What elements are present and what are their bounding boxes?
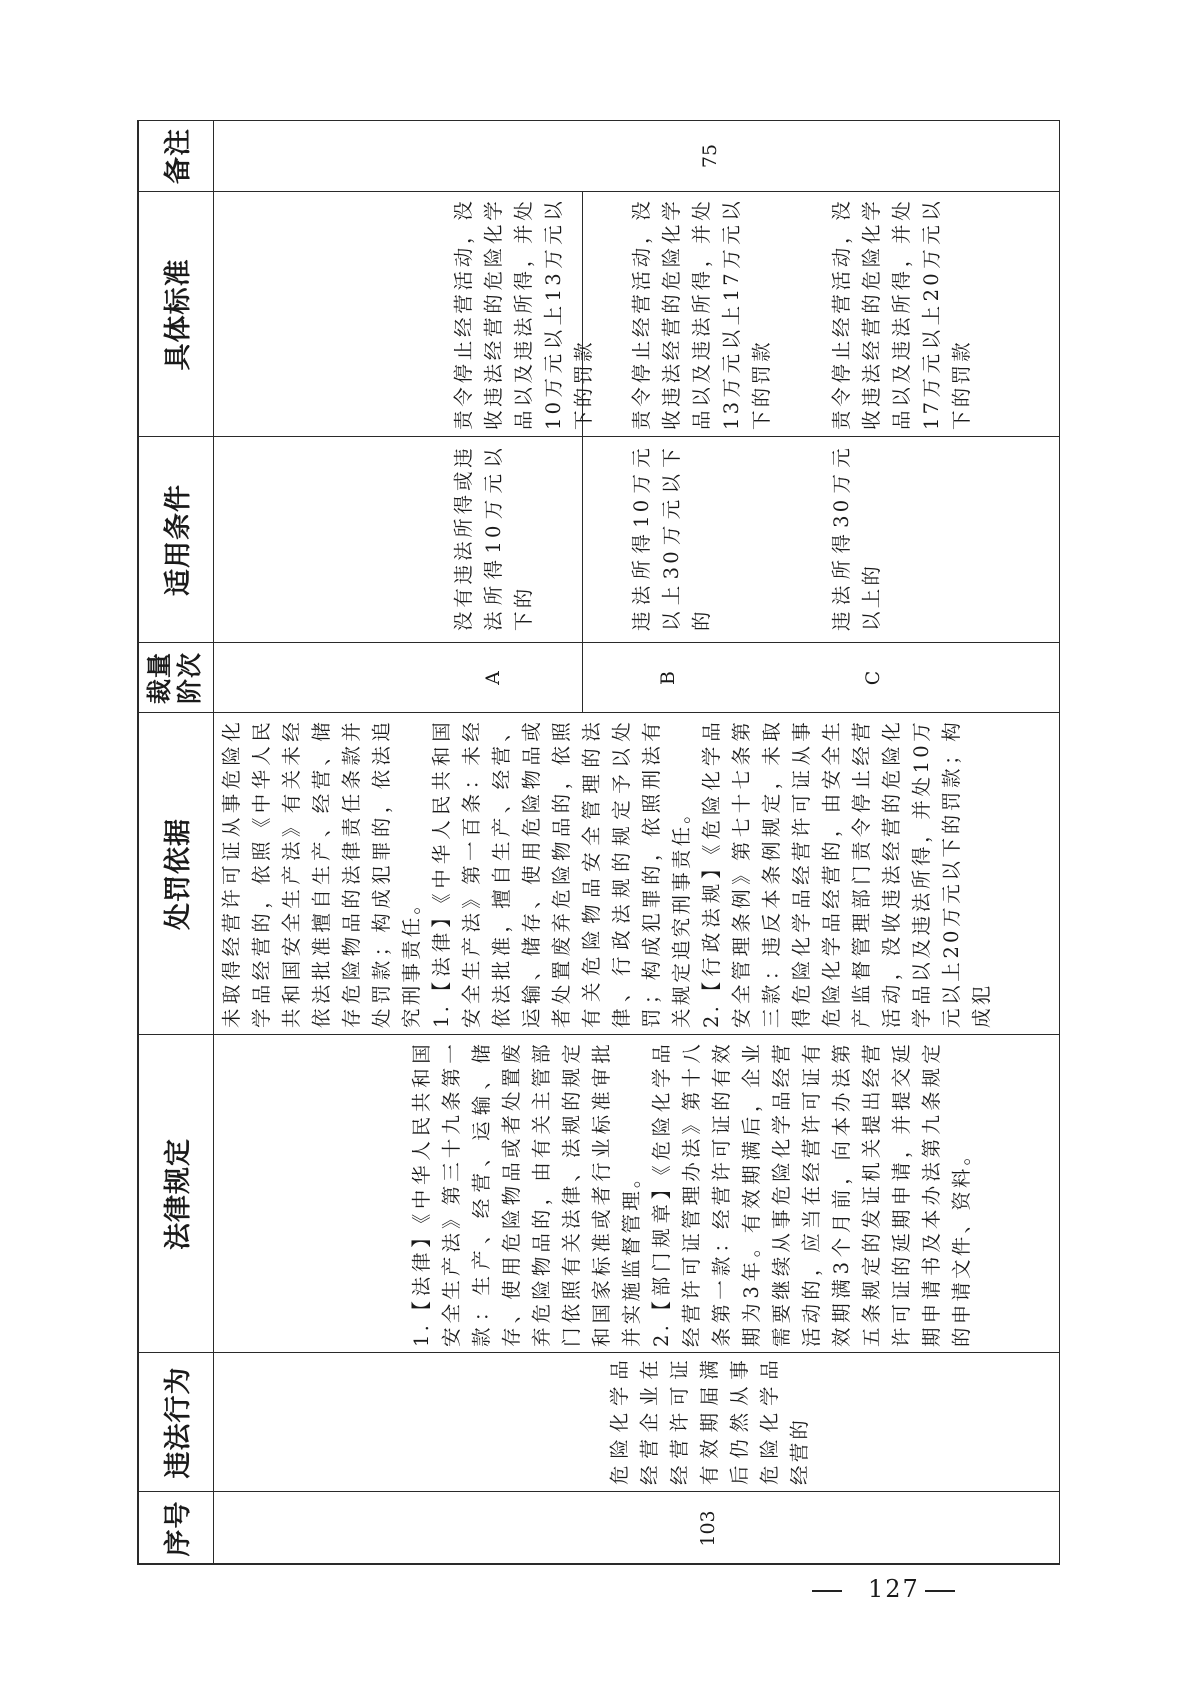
penalty-table xyxy=(137,120,1060,1565)
column-rule xyxy=(137,191,1060,192)
standard-a: 责令停止经营活动，没收违法经营的危险化学品以及违法所得，并处10万元以上13万元以下的罚款 xyxy=(452,198,595,430)
header-standard: 具体标准 xyxy=(162,258,194,371)
column-rule xyxy=(137,436,1060,437)
column-rule xyxy=(137,1034,1060,1035)
table-border xyxy=(137,120,1060,122)
standard-b: 责令停止经营活动，没收违法经营的危险化学品以及违法所得，并处13万元以上17万元以下的罚款 xyxy=(630,198,773,430)
row-law xyxy=(407,1041,977,1347)
header-behavior: 违法行为 xyxy=(162,1366,194,1479)
header-condition: 适用条件 xyxy=(162,484,194,596)
page-dash-right xyxy=(925,1590,955,1592)
law-item: 1.【法律】《中华人民共和国安全生产法》第三十九条第一款：生产、经营、运输、储存、使用危险物品或者处置废弃危险物品的，由有关主管部门依照有关法律、法规的规定和国家标准或者行业标准审批并实施监督管理。 xyxy=(410,1041,643,1347)
condition-b: 违法所得10万元以上30万元以下的 xyxy=(630,445,713,631)
level-b: B xyxy=(657,671,679,685)
column-rule xyxy=(137,1352,1060,1353)
column-rule xyxy=(137,1491,1060,1492)
table-border xyxy=(137,1564,1060,1566)
basis-item: 未取得经营许可证从事危险化学品经营的，依照《中华人民共和国安全生产法》有关未经依法批准擅自生产、经营、储存危险物品的法律责任条款并处罚款；构成犯罪的，依法追究刑事责任。 xyxy=(220,719,423,1028)
basis-item: 1.【法律】《中华人民共和国安全生产法》第一百条：未经依法批准，擅自生产、经营、运输、储存、使用危险物品或者处置废弃危险物品的，依照有关危险物品安全管理的法律、行政法规的规定予以处罚；构成犯罪的，依照刑法有关规定追究刑事责任。 xyxy=(430,719,693,1028)
header-basis: 处罚依据 xyxy=(162,818,194,930)
row-basis xyxy=(217,719,997,1028)
table-border xyxy=(1059,120,1061,1565)
basis-item: 2.【行政法规】《危险化学品安全管理条例》第七十七条第三款：违反本条例规定，未取得危险化学品经营许可证从事危险化学品经营的，由安全生产监督管理部门责令停止经营活动，没收违法经营的危险化学品以及违法所得，并处10万元以上20万元以下的罚款；构成犯 xyxy=(700,719,993,1028)
level-a: A xyxy=(482,671,504,685)
header-remark: 备注 xyxy=(162,128,194,184)
column-rule xyxy=(137,712,1060,713)
page-dash-left xyxy=(812,1590,842,1592)
law-item: 2.【部门规章】《危险化学品经营许可证管理办法》第十八条第一款：经营许可证的有效期为3年。有效期满后，企业需要继续从事危险化学品经营活动的，应当在经营许可证有效期满3个月前，向本办法第五条规定的发证机关提出经营许可证的延期申请，并提交延期申请书及本办法第九条规定的申请文件、资料。 xyxy=(650,1041,973,1347)
row-behavior: 危险化学品经营企业在经营许可证有效期届满后仍然从事危险化学品经营的 xyxy=(608,1357,811,1485)
header-level-line2: 阶次 xyxy=(175,652,204,705)
column-rule xyxy=(137,642,1060,643)
level-c: C xyxy=(862,670,884,686)
condition-a: 没有违法所得或违法所得10万元以下的 xyxy=(452,445,535,631)
header-rule xyxy=(213,120,214,1565)
row-seq: 103 xyxy=(697,1510,719,1547)
header-seq: 序号 xyxy=(162,1500,194,1557)
header-level xyxy=(137,643,213,713)
header-level-line1: 裁量 xyxy=(145,652,174,705)
header-law: 法律规定 xyxy=(162,1138,194,1250)
condition-c: 违法所得30万元以上的 xyxy=(830,445,883,631)
row-remark: 75 xyxy=(699,143,721,169)
standard-c: 责令停止经营活动，没收违法经营的危险化学品以及违法所得，并处17万元以上20万元以下的罚款 xyxy=(830,198,973,430)
page-number: 127 xyxy=(868,1575,920,1603)
